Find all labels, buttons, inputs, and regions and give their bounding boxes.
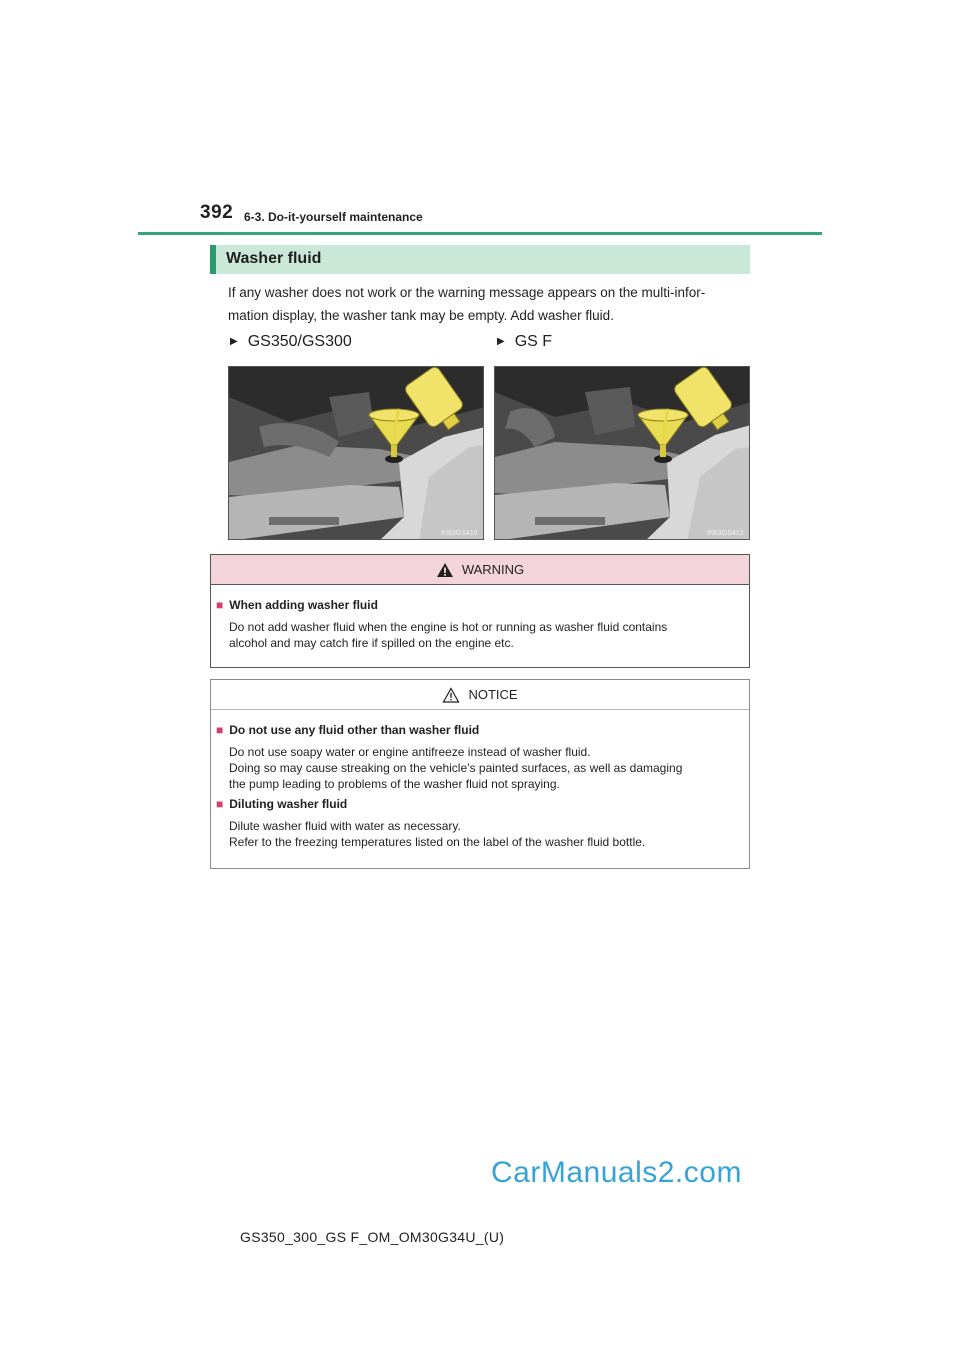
engine-bay-illustration	[229, 367, 484, 540]
figure-label-text: GS350/GS300	[247, 333, 352, 350]
figure-code: IN63GS410	[441, 530, 478, 537]
section-title: 6-3. Do-it-yourself maintenance	[244, 210, 423, 224]
intro-paragraph	[228, 281, 750, 327]
warning-title: WARNING	[461, 562, 525, 577]
section-heading-text: Washer fluid	[226, 250, 322, 267]
intro-line-1: If any washer does not work or the warning message appears on the multi-infor-	[228, 285, 706, 300]
watermark-logo: CarManuals2.com	[491, 1156, 742, 1189]
notice-item-body: Dilute washer fluid with water as necessary. Refer to the freezing temperatures listed on the label of the washer fluid bottle.	[229, 819, 646, 849]
section-heading	[210, 245, 750, 274]
warning-item-title: ■ When adding washer fluid	[216, 598, 378, 612]
page-number: 392	[200, 202, 234, 223]
notice-box	[210, 679, 750, 869]
notice-header	[211, 680, 749, 710]
header-rule	[138, 232, 822, 235]
square-bullet-icon: ■	[216, 598, 224, 612]
intro-line-2: mation display, the washer tank may be empty. Add washer fluid.	[228, 308, 614, 323]
square-bullet-icon: ■	[216, 797, 224, 811]
engine-figure-gsf	[494, 366, 750, 540]
warning-item-body: Do not add washer fluid when the engine is hot or running as washer fluid contains alcohol and may catch fire if spilled on the engine etc.	[229, 620, 668, 650]
notice-item-body: Do not use soapy water or engine antifreeze instead of washer fluid. Doing so may cause streaking on the vehicle’s painted surfaces, as well as damaging the pump leading to problems of the washer fluid not spraying.	[229, 745, 683, 791]
warning-header	[211, 555, 749, 585]
figure-code: IN63GS412	[707, 530, 744, 537]
notice-title: NOTICE	[468, 687, 518, 702]
engine-bay-illustration	[495, 367, 750, 540]
figure-label-gs350	[230, 333, 352, 351]
warning-box	[210, 554, 750, 668]
engine-figure-gs350	[228, 366, 484, 540]
document-code: GS350_300_GS F_OM_OM30G34U_(U)	[240, 1229, 505, 1245]
warning-triangle-icon	[436, 562, 454, 578]
square-bullet-icon: ■	[216, 723, 224, 737]
arrow-right-icon: ▶	[497, 336, 505, 347]
notice-item-title: ■ Diluting washer fluid	[216, 797, 348, 811]
figure-label-gsf	[497, 333, 552, 351]
caution-triangle-icon	[442, 687, 460, 703]
figure-label-text: GS F	[514, 333, 553, 350]
notice-item-title: ■ Do not use any fluid other than washer fluid	[216, 723, 480, 737]
arrow-right-icon: ▶	[230, 336, 238, 347]
